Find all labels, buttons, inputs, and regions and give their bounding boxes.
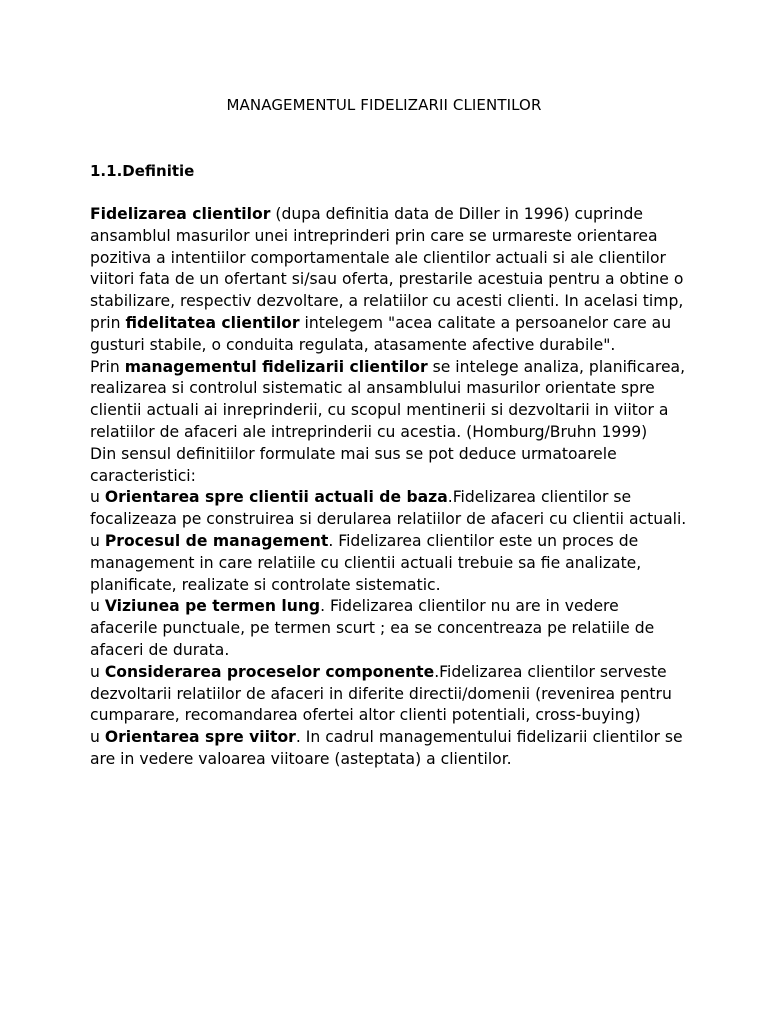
characteristic-text: . Fidelizarea clientilor nu are in vedere afacerile punctuale, pe termen scurt ; ea se concentreaza pe relatiile de afaceri de durata. [90,597,655,659]
characteristic-term: Orientarea spre viitor [104,728,296,747]
characteristic-text: .Fidelizarea clientilor se focalizeaza pe construirea si derularea relatiilor de afaceri cu clientii actuali. [90,488,687,529]
characteristic-term: Procesul de management [104,531,329,550]
characteristic-item [90,596,690,661]
bullet-marker: u [90,597,105,616]
document-body [90,204,690,771]
characteristic-term: Viziunea pe termen lung [104,597,321,616]
management-definition-paragraph [90,357,690,444]
term-fidelizarea-clientilor: Fidelizarea clientilor [90,205,271,223]
characteristic-term: Orientarea spre clientii actuali de baza [104,488,448,507]
term-managementul-fidelizarii: managementul fidelizarii clientilor [124,357,428,376]
characteristic-text: . In cadrul managementului fidelizarii clientilor se are in vedere valoarea viitoare (asteptata) a clientilor. [90,728,683,768]
characteristic-text: .Fidelizarea clientilor serveste dezvoltarii relatiilor de afaceri in diferite directii/domenii (revenirea pentru cumparare, recomandarea ofertei altor clienti potentiali, cross-buying) [90,662,672,725]
term-fidelitatea-clientilor: fidelitatea clientilor [125,313,300,332]
characteristic-text: . Fidelizarea clientilor este un proces de management in care relatiile cu clientii actuali trebuie sa fie analizate, planificate, realizate si controlate sistematic. [90,531,642,594]
characteristic-term: Considerarea proceselor componente [104,662,435,681]
characteristic-item [90,727,690,771]
characteristics-intro: Din sensul definitiilor formulate mai sus se pot deduce urmatoarele caracteristici: [90,444,617,485]
characteristic-item [90,487,690,531]
management-prefix: Prin [90,357,125,376]
intro-text-part2: intelegem "acea calitate a persoanelor care au gusturi stabile, o conduita regulata, atasamente afective durabile". [90,313,672,354]
bullet-marker: u [90,488,105,507]
intro-text-part1: (dupa definitia data de Diller in 1996) cuprinde ansamblul masurilor unei intreprinderi prin care se urmareste orientarea pozitiva a intentiilor comportamentale ale clientilor actuali si ale clientilor viitori fata de un ofertant si/sau oferta, prestarile acestuia pentru a obtine o stabilizare, respectiv dezvoltare, a relatiilor cu acesti clienti. In acelasi timp, prin [90,205,684,332]
section-heading: 1.1.Definitie [90,162,195,180]
bullet-marker: u [90,728,105,747]
intro-paragraph [90,204,690,357]
characteristic-item [90,662,690,727]
characteristic-item [90,531,690,596]
management-text: se intelege analiza, planificarea, realizarea si controlul sistematic al ansamblului masurilor orientate spre clientii actuali ai inreprinderii, cu scopul mentinerii si dezvoltarii in viitor a relatiilor de afaceri ale intreprinderii cu acestia. (Homburg/Bruhn 1999) [90,357,686,441]
bullet-marker: u [90,531,105,550]
bullet-marker: u [90,662,105,681]
document-title: MANAGEMENTUL FIDELIZARII CLIENTILOR [226,96,542,114]
